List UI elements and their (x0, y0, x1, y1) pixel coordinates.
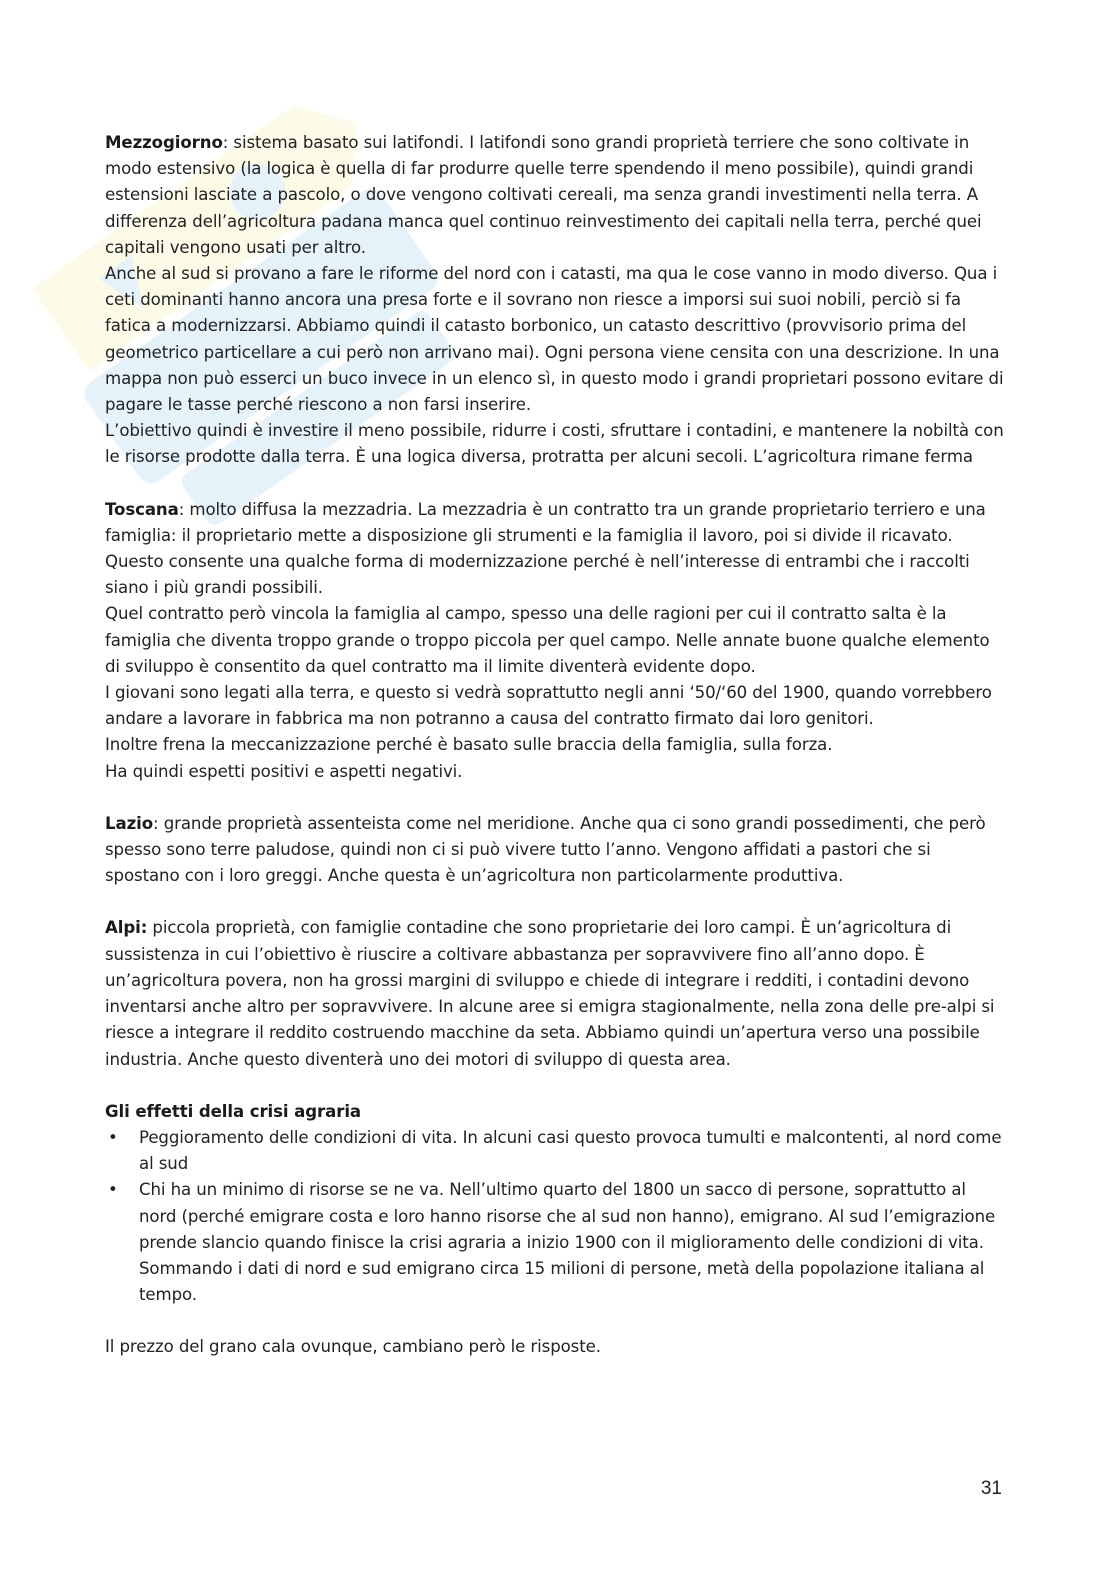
bullet-icon: • (108, 1127, 118, 1147)
mezzogiorno-text-1: sistema basato sui latifondi. I latifondi sono grandi proprietà terriere che sono coltivate in modo estensivo (la logica è quella di far produrre quelle terre spendendo il meno possibile), quindi grandi estensioni lasciate a pascolo, o dove vengono coltivati cereali, ma senza grandi investimenti nella terra. A differenza dell’agricoltura padana manca quel continuo reinvestimento dei capitali nella terra, perché quei capitali vengono usati per altro. (105, 133, 982, 257)
lazio-paragraph: Lazio: grande proprietà assenteista come nel meridione. Anche qua ci sono grandi possedimenti, che però spesso sono terre paludose, quindi non ci si può vivere tutto l’anno. Vengono affidati a pastori che si spostano con i loro greggi. Anche questa è un’agricoltura non particolarmente produttiva. (105, 813, 986, 886)
toscana-title: Toscana (105, 499, 179, 519)
mezzogiorno-title: Mezzogiorno (105, 133, 223, 152)
toscana-text-5: Ha quindi espetti positivi e aspetti negativi. (105, 761, 463, 781)
toscana-text-2: Quel contratto però vincola la famiglia al campo, spesso una delle ragioni per cui il contratto salta è la famiglia che diventa troppo grande o troppo piccola per quel campo. Nelle annate buone qualche elemento di sviluppo è consentito da quel contratto ma il limite diventerà evidente dopo. (105, 604, 990, 676)
document-body (105, 130, 1005, 1387)
toscana-paragraph: Toscana: molto diffusa la mezzadria. La mezzadria è un contratto tra un grande proprietario terriero e una famiglia: il proprietario mette a disposizione gli strumenti e la famiglia il lavoro, poi si divide il ricavato. Questo consente una qualche forma di modernizzazione perché è nell’interesse di entrambi che i raccolti siano i più grandi possibili. (105, 499, 986, 598)
lazio-title: Lazio (105, 813, 154, 833)
alpi-text-1: piccola proprietà, con famiglie contadine che sono proprietarie dei loro campi. È un’agricoltura di sussistenza in cui l’obiettivo è riuscire a coltivare abbastanza per sopravvivere fino all’anno dopo. È un’agricoltura povera, non ha grossi margini di sviluppo e chiede di integrare i redditi, i contadini devono inventarsi anche altro per sopravvivere. In alcune aree si emigra stagionalmente, nella zona delle pre-alpi si riesce a integrare il reddito costruendo macchine da seta. Abbiamo quindi un’apertura verso una possibile industria. Anche questo diventerà uno dei motori di sviluppo di questa area. (105, 918, 995, 1069)
mezzogiorno-text-2: Anche al sud si provano a fare le riforme del nord con i catasti, ma qua le cose vanno in modo diverso. Qua i ceti dominanti hanno ancora una presa forte e il sovrano non riesce a imporsi sui suoi nobili, perciò si fa fatica a modernizzarsi. Abbiamo quindi il catasto borbonico, un catasto descrittivo (provvisorio prima del geometrico particellare a cui però non arrivano mai). Ogni persona viene censita con una descrizione. In una mappa non può esserci un buco invece in un elenco sì, in questo modo i grandi proprietari possono evitare di pagare le tasse perché riescono a non farsi inserire. (105, 264, 1004, 415)
effetti-list (105, 1125, 1005, 1308)
toscana-text-3: I giovani sono legati alla terra, e questo si vedrà soprattutto negli anni ‘50/‘60 del 1900, quando vorrebbero andare a lavorare in fabbrica ma non potranno a causa del contratto firmato dai loro genitori. (105, 683, 992, 729)
alpi-title: Alpi: (105, 918, 148, 938)
effetti-heading: Gli effetti della crisi agraria (105, 1101, 362, 1121)
list-item-text: Chi ha un minimo di risorse se ne va. Nell’ultimo quarto del 1800 un sacco di persone, soprattutto al nord (perché emigrare costa e loro hanno risorse che al sud non hanno), emigrano. Al sud l’emigrazione prende slancio quando finisce la crisi agraria a inizio 1900 con il miglioramento delle condizioni di vita. Sommando i dati di nord e sud emigrano circa 15 milioni di persone, metà della popolazione italiana al tempo. (139, 1180, 996, 1305)
lazio-text-1: grande proprietà assenteista come nel meridione. Anche qua ci sono grandi possedimenti, che però spesso sono terre paludose, quindi non ci si può vivere tutto l’anno. Vengono affidati a pastori che si spostano con i loro greggi. Anche questa è un’agricoltura non particolarmente produttiva. (105, 813, 986, 886)
toscana-text-1: molto diffusa la mezzadria. La mezzadria è un contratto tra un grande proprietario terriero e una famiglia: il proprietario mette a disposizione gli strumenti e la famiglia il lavoro, poi si divide il ricavato. Questo consente una qualche forma di modernizzazione perché è nell’interesse di entrambi che i raccolti siano i più grandi possibili. (105, 499, 986, 598)
closing-paragraph: Il prezzo del grano cala ovunque, cambiano però le risposte. (105, 1337, 601, 1357)
page-number: 31 (980, 1478, 1002, 1499)
list-item (105, 1177, 1005, 1308)
mezzogiorno-paragraph: Mezzogiorno: sistema basato sui latifondi. I latifondi sono grandi proprietà terriere che sono coltivate in modo estensivo (la logica è quella di far produrre quelle terre spendendo il meno possibile), quindi grandi estensioni lasciate a pascolo, o dove vengono coltivati cereali, ma senza grandi investimenti nella terra. A differenza dell’agricoltura padana manca quel continuo reinvestimento dei capitali nella terra, perché quei capitali vengono usati per altro. (105, 133, 982, 257)
list-item (105, 1125, 1005, 1177)
list-item-text: Peggioramento delle condizioni di vita. In alcuni casi questo provoca tumulti e malcontenti, al nord come al sud (139, 1127, 1002, 1174)
toscana-text-4: Inoltre frena la meccanizzazione perché è basato sulle braccia della famiglia, sulla forza. (105, 735, 833, 755)
mezzogiorno-text-3: L’obiettivo quindi è investire il meno possibile, ridurre i costi, sfruttare i contadini, e mantenere la nobiltà con le risorse prodotte dalla terra. È una logica diversa, protratta per alcuni secoli. L’agricoltura rimane ferma (105, 421, 1004, 467)
bullet-icon: • (108, 1180, 118, 1200)
alpi-paragraph (105, 915, 1005, 1072)
